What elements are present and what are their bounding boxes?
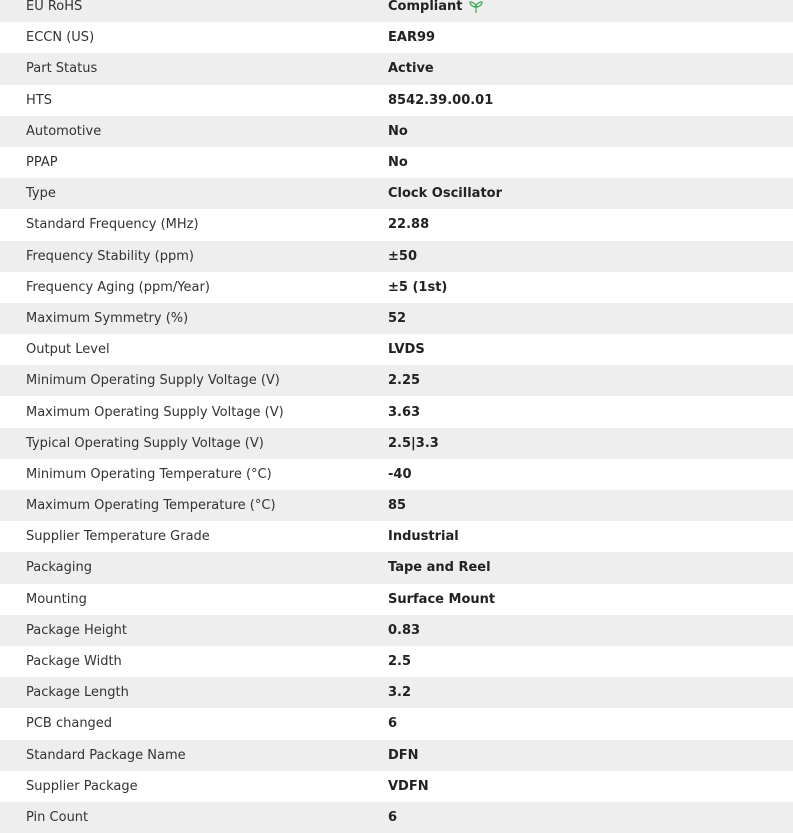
spec-label: Package Length (26, 685, 129, 701)
spec-value: Active (388, 61, 434, 77)
spec-label: Automotive (26, 123, 102, 139)
spec-value-cell (388, 155, 793, 170)
spec-label: HTS (26, 92, 52, 108)
spec-value-cell (388, 467, 793, 482)
spec-value-cell (388, 373, 793, 388)
table-row (0, 53, 793, 84)
leaf-icon (468, 0, 484, 14)
table-row (0, 459, 793, 490)
spec-label: EU RoHS (26, 0, 83, 15)
spec-value-cell (388, 280, 793, 295)
spec-label: ECCN (US) (26, 30, 95, 46)
spec-value: No (388, 155, 408, 171)
spec-label: Mounting (26, 591, 87, 607)
spec-label: Typical Operating Supply Voltage (V) (26, 435, 264, 451)
spec-value: 85 (388, 498, 407, 514)
spec-label: Minimum Operating Temperature (°C) (26, 466, 272, 482)
spec-value-cell (388, 93, 793, 108)
table-row (0, 771, 793, 802)
spec-value-cell (388, 405, 793, 420)
spec-value-cell (388, 436, 793, 451)
spec-label: Type (26, 186, 56, 202)
table-row (0, 490, 793, 521)
table-row (0, 521, 793, 552)
table-row (0, 116, 793, 147)
table-row (0, 272, 793, 303)
table-row (0, 552, 793, 583)
spec-value-cell (388, 217, 793, 232)
spec-value-cell (388, 0, 793, 14)
spec-label: Supplier Temperature Grade (26, 529, 210, 545)
spec-value: LVDS (388, 342, 425, 358)
spec-label: Maximum Operating Supply Voltage (V) (26, 404, 284, 420)
spec-value-cell (388, 186, 793, 201)
table-row (0, 428, 793, 459)
table-row (0, 740, 793, 771)
spec-value-cell (388, 342, 793, 357)
table-row (0, 0, 793, 22)
table-row (0, 708, 793, 739)
spec-value-cell (388, 61, 793, 76)
spec-label: Package Height (26, 622, 127, 638)
table-row (0, 334, 793, 365)
table-row (0, 584, 793, 615)
spec-value: 2.25 (388, 373, 421, 389)
table-row (0, 303, 793, 334)
spec-value: DFN (388, 747, 419, 763)
spec-label: Frequency Stability (ppm) (26, 248, 194, 264)
spec-value: Clock Oscillator (388, 186, 502, 202)
spec-value-cell (388, 560, 793, 575)
table-row (0, 209, 793, 240)
spec-value: 6 (388, 716, 398, 732)
spec-label: PCB changed (26, 716, 113, 732)
spec-label: Standard Frequency (MHz) (26, 217, 199, 233)
table-row (0, 178, 793, 209)
spec-label: Pin Count (26, 809, 89, 825)
spec-label: Package Width (26, 654, 122, 670)
table-row (0, 365, 793, 396)
spec-value: Industrial (388, 529, 459, 545)
spec-value: Compliant (388, 0, 463, 15)
spec-label: Supplier Package (26, 778, 138, 794)
table-row (0, 677, 793, 708)
table-row (0, 615, 793, 646)
spec-label: Frequency Aging (ppm/Year) (26, 279, 210, 295)
spec-label: Minimum Operating Supply Voltage (V) (26, 373, 280, 389)
spec-value-cell (388, 249, 793, 264)
spec-label: Output Level (26, 342, 110, 358)
spec-value: 22.88 (388, 217, 430, 233)
table-row (0, 802, 793, 833)
table-row (0, 22, 793, 53)
spec-value-cell (388, 810, 793, 825)
spec-label: Maximum Symmetry (%) (26, 310, 189, 326)
spec-value-cell (388, 592, 793, 607)
spec-value-cell (388, 529, 793, 544)
spec-value-cell (388, 748, 793, 763)
spec-value: 6 (388, 809, 398, 825)
spec-label: Standard Package Name (26, 747, 186, 763)
table-row (0, 241, 793, 272)
spec-value: 52 (388, 310, 407, 326)
spec-value-cell (388, 30, 793, 45)
spec-value: 3.63 (388, 404, 421, 420)
spec-value-cell (388, 716, 793, 731)
spec-value: 0.83 (388, 622, 421, 638)
table-row (0, 646, 793, 677)
spec-value: ±50 (388, 248, 417, 264)
spec-value-cell (388, 685, 793, 700)
spec-value-cell (388, 623, 793, 638)
spec-value: Tape and Reel (388, 560, 491, 576)
table-row (0, 396, 793, 427)
spec-value-cell (388, 654, 793, 669)
spec-label: Maximum Operating Temperature (°C) (26, 498, 276, 514)
table-row (0, 85, 793, 116)
spec-value: ±5 (1st) (388, 279, 448, 295)
spec-value: -40 (388, 466, 412, 482)
spec-label: PPAP (26, 155, 58, 171)
spec-value: 2.5|3.3 (388, 435, 439, 451)
spec-value-cell (388, 498, 793, 513)
spec-label: Part Status (26, 61, 98, 77)
spec-label: Packaging (26, 560, 92, 576)
spec-value-cell (388, 124, 793, 139)
spec-value-cell (388, 779, 793, 794)
table-row (0, 147, 793, 178)
spec-value: EAR99 (388, 30, 436, 46)
spec-value: 3.2 (388, 685, 412, 701)
spec-value-cell (388, 311, 793, 326)
spec-value: VDFN (388, 778, 429, 794)
spec-value: 8542.39.00.01 (388, 92, 494, 108)
spec-value: 2.5 (388, 654, 412, 670)
spec-value: Surface Mount (388, 591, 496, 607)
spec-value: No (388, 123, 408, 139)
